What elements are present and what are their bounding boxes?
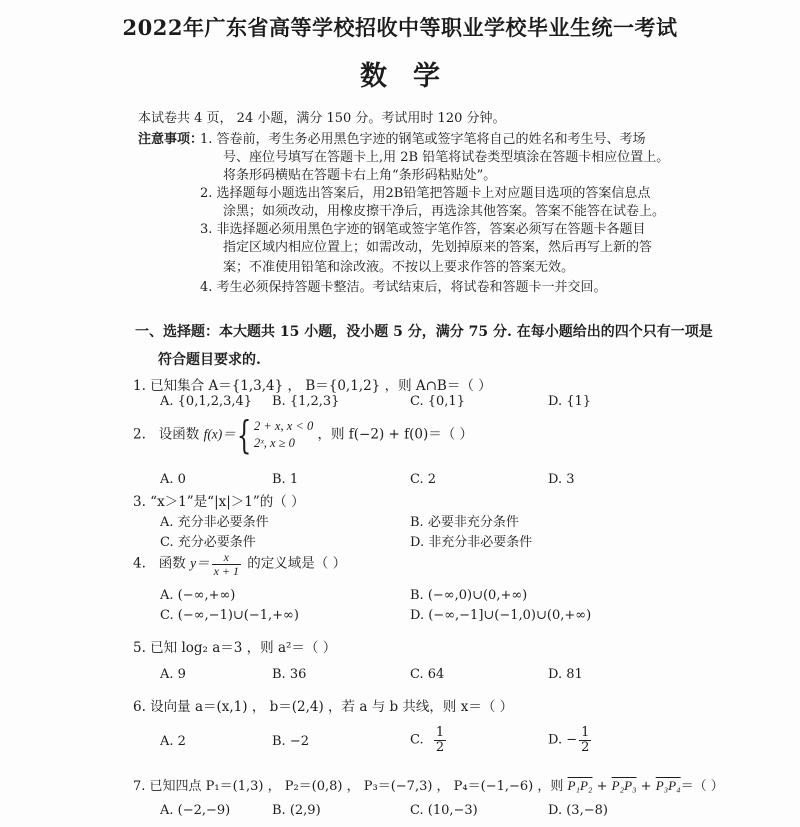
q4-option-c: C. (−∞,−1)∪(−1,+∞) xyxy=(160,608,299,623)
q7-tail: ＝（ ） xyxy=(680,779,724,794)
q7-plus-2: + xyxy=(636,779,656,794)
note-2-line-1: 2. 选择题每小题选出答案后，用2B铅笔把答题卡上对应题目选项的答案信息点 xyxy=(200,186,651,201)
q1-option-b: B. {1,2,3} xyxy=(272,394,340,409)
q2-option-c: C. 2 xyxy=(410,472,437,487)
exam-info: 本试卷共 4 页， 24 小题，满分 150 分。考试用时 120 分钟。 xyxy=(138,111,506,126)
q6-option-d xyxy=(548,726,593,754)
q7-plus-1: + xyxy=(592,779,612,794)
q7-vector-2: P₂P₃ xyxy=(611,778,637,793)
question-7-stem xyxy=(133,775,724,794)
q7-option-d: D. (3,−8) xyxy=(548,803,608,818)
question-3-stem: 3. “x＞1”是“|x|＞1”的（ ） xyxy=(133,494,305,510)
q6-option-c xyxy=(410,726,448,754)
q5-option-b: B. 36 xyxy=(272,667,307,682)
q4-suffix: 的定义域是（ ） xyxy=(247,555,347,572)
q4-option-d: D. (−∞,−1]∪(−1,0)∪(0,+∞) xyxy=(410,608,592,623)
q6-option-d-fraction xyxy=(579,726,591,754)
q2-brace: { xyxy=(236,412,252,457)
q2-function: f(x)＝ xyxy=(203,426,236,442)
note-1-line-3: 将条形码横贴在答题卡右上角“条形码粘贴处”。 xyxy=(223,168,497,183)
exam-title: 2022年广东省高等学校招收中等职业学校毕业生统一考试 xyxy=(122,15,678,40)
q2-option-a: A. 0 xyxy=(160,472,186,487)
note-3-line-3: 案；不准使用铅笔和涂改液。不按以上要求作答的答案无效。 xyxy=(223,260,575,275)
q6-d-denominator: 2 xyxy=(581,739,590,755)
q3-option-a: A. 充分非必要条件 xyxy=(160,515,269,530)
q4-number: 4. xyxy=(133,555,146,572)
q7-vector-3: P₃P₄ xyxy=(655,778,681,793)
q5-option-a: A. 9 xyxy=(160,667,186,682)
question-4-stem xyxy=(133,551,346,577)
question-5-stem: 5. 已知 log₂ a＝3 ，则 a²＝（ ） xyxy=(133,640,337,656)
q6-option-d-label: D. − xyxy=(548,732,578,748)
q2-case-1: 2 + x, x < 0 xyxy=(253,419,314,433)
question-2-stem xyxy=(133,412,474,457)
note-4-line-1: 4. 考生必须保持答题卡整洁。考试结束后，将试卷和答题卡一并交回。 xyxy=(200,280,607,295)
q6-c-numerator: 1 xyxy=(435,725,445,740)
q2-cases xyxy=(254,418,313,452)
q3-option-b: B. 必要非充分条件 xyxy=(410,515,519,530)
q2-option-b: B. 1 xyxy=(272,472,299,487)
exam-subject: 数学 xyxy=(360,61,466,92)
q4-fraction-numerator: x xyxy=(212,551,241,565)
note-2-line-2: 涂黑；如须改动，用橡皮擦干净后，再选涂其他答案。答案不能答在试卷上。 xyxy=(223,204,666,219)
question-6-stem: 6. 设向量 a＝(x,1) ， b＝(2,4) ，若 a 与 b 共线，则 x＝（ ） xyxy=(133,699,514,715)
q7-option-b: B. (2,9) xyxy=(272,803,321,818)
q5-option-c: C. 64 xyxy=(410,667,445,682)
q6-c-denominator: 2 xyxy=(435,739,445,755)
q2-suffix: ，则 f(−2) + f(0)＝（ ） xyxy=(317,426,474,443)
q4-fraction-denominator: x + 1 xyxy=(213,563,239,578)
q6-option-a: A. 2 xyxy=(160,734,186,749)
section-1-heading: 一、选择题：本大题共 15 小题，没小题 5 分，满分 75 分. 在每小题给出的四个只有一项是 xyxy=(135,324,713,340)
q2-option-d: D. 3 xyxy=(548,472,575,487)
q4-fraction xyxy=(212,551,241,577)
note-3-line-1: 3. 非选择题必须用黑色字迹的钢笔或签字笔作答，答案必须写在答题卡各题目 xyxy=(200,222,646,237)
note-1-line-2: 号、座位号填写在答题卡上,用 2B 铅笔将试卷类型填涂在答题卡相应位置上。 xyxy=(223,150,670,165)
q7-option-c: C. (10,−3) xyxy=(410,803,478,818)
q1-option-a: A. {0,1,2,3,4} xyxy=(160,394,253,409)
notes-label: 注意事项： xyxy=(138,132,204,147)
q1-option-d: D. {1} xyxy=(548,394,592,409)
q2-case-2: 2ˣ, x ≥ 0 xyxy=(253,435,295,450)
q4-y: y＝ xyxy=(190,555,210,571)
section-1-heading-cont: 符合题目要求的. xyxy=(158,352,261,368)
q1-option-c: C. {0,1} xyxy=(410,394,465,409)
note-1-line-1: 1. 答卷前，考生务必用黑色字迹的钢笔或签字笔将自己的姓名和考生号、考场 xyxy=(200,132,646,147)
q7-vector-1: P₁P₂ xyxy=(567,778,593,793)
question-1-stem: 1. 已知集合 A＝{1,3,4} ， B＝{0,1,2} ，则 A∩B＝（ ） xyxy=(133,378,492,394)
q6-d-numerator: 1 xyxy=(581,725,590,740)
q5-option-d: D. 81 xyxy=(548,667,583,682)
q3-option-d: D. 非充分非必要条件 xyxy=(410,535,533,550)
q6-option-c-fraction xyxy=(434,726,446,754)
note-3-line-2: 指定区域内相应位置上；如需改动，先划掉原来的答案，然后再写上新的答 xyxy=(223,240,653,255)
q3-option-c: C. 充分必要条件 xyxy=(160,535,256,550)
q4-prefix: 函数 xyxy=(158,555,186,572)
q4-option-a: A. (−∞,+∞) xyxy=(160,588,236,603)
q6-option-b: B. −2 xyxy=(272,734,309,749)
q4-option-b: B. (−∞,0)∪(0,+∞) xyxy=(410,588,528,603)
q2-number: 2. xyxy=(133,426,146,443)
q6-option-c-label: C. xyxy=(410,732,424,748)
q7-option-a: A. (−2,−9) xyxy=(160,803,231,818)
q7-stem-text: 7. 已知四点 P₁＝(1,3) ， P₂＝(0,8) ， P₃＝(−7,3) ， P₄＝(−1,−6) ，则 xyxy=(133,779,564,794)
q2-prefix: 设函数 xyxy=(158,426,200,443)
